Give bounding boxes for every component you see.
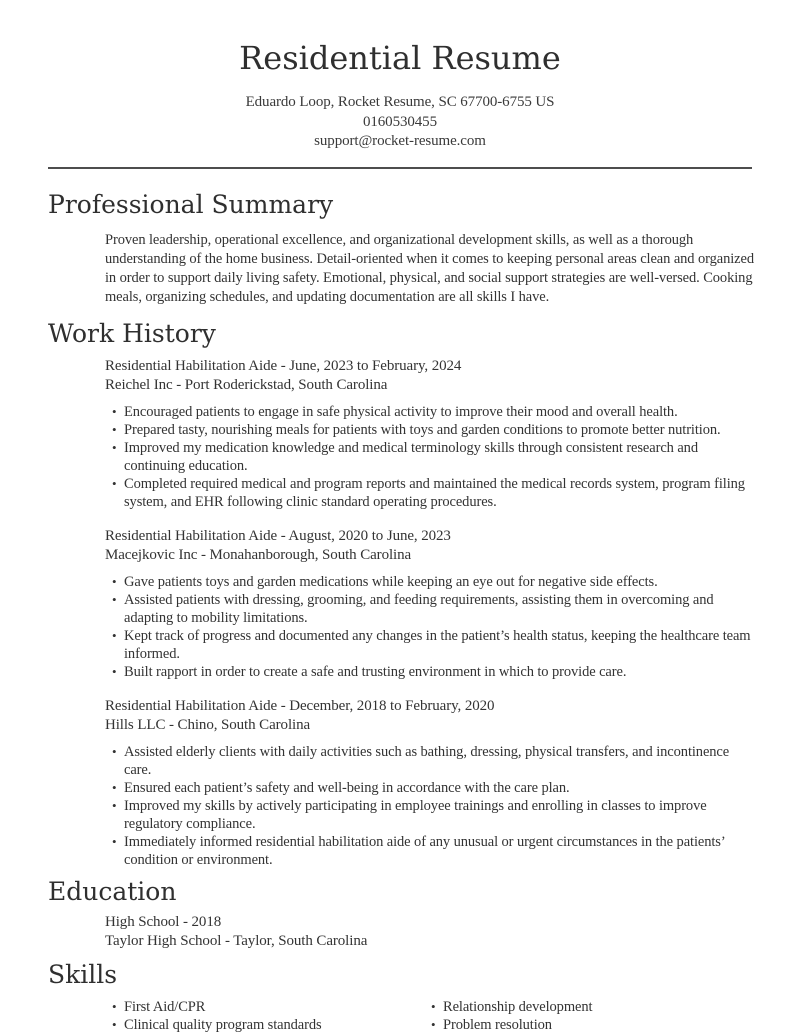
professional-summary-text: Proven leadership, operational excellence, and organizational development skills, as well as a thorough understanding of the home business. Detail-oriented when it comes to keeping personal areas clean and organized in order to support daily living safety. Emotional, physical, and social support strategies are well-versed. Cooking meals, organizing schedules, and updating documentation are all skills I have. xyxy=(105,231,754,305)
bullet-item: • Gave patients toys and garden medications while keeping an eye out for negative side effects. xyxy=(124,573,752,591)
bullet-item: • Improved my medication knowledge and medical terminology skills through consistent research and continuing education. xyxy=(124,439,752,475)
section-education xyxy=(48,877,752,952)
professional-summary-heading: Professional Summary xyxy=(48,189,334,219)
skill-item: • Clinical quality program standards xyxy=(124,1016,400,1034)
job-company-line: Hills LLC - Chino, South Carolina xyxy=(105,717,311,733)
bullet-item: • Completed required medical and program reports and maintained the medical records system, program filing system, and EHR following clinic standard operating procedures. xyxy=(124,475,752,511)
education-degree-line: High School - 2018 xyxy=(105,913,222,930)
job-title-line: Residential Habilitation Aide - December, 2018 to February, 2020 xyxy=(105,697,495,714)
section-professional-summary xyxy=(48,190,752,307)
skill-item: • Relationship development xyxy=(443,998,752,1016)
bullet-item: • Kept track of progress and documented any changes in the patient’s health status, keeping the healthcare team informed. xyxy=(124,627,752,663)
job-entry-1 xyxy=(48,357,752,511)
contact-email: support@rocket-resume.com xyxy=(314,133,486,149)
skill-item: • First Aid/CPR xyxy=(124,998,400,1016)
contact-phone: 0160530455 xyxy=(362,113,437,130)
skills-column-left xyxy=(48,998,400,1034)
job-title-line: Residential Habilitation Aide - June, 2023 to February, 2024 xyxy=(105,357,462,374)
education-entry xyxy=(105,913,752,952)
resume-title: Residential Resume xyxy=(239,39,561,77)
skills-list-right xyxy=(400,998,752,1034)
skills-columns xyxy=(48,998,752,1034)
skills-list-left xyxy=(48,998,400,1034)
job-entry-3 xyxy=(48,697,752,869)
resume-header xyxy=(48,36,752,152)
bullet-item: • Encouraged patients to engage in safe physical activity to improve their mood and overall health. xyxy=(124,403,752,421)
contact-block xyxy=(48,93,752,152)
bullet-item: • Ensured each patient’s safety and well-being in accordance with the care plan. xyxy=(124,779,752,797)
job-bullet-list xyxy=(48,743,752,869)
skills-column-right xyxy=(400,998,752,1034)
job-entry-2 xyxy=(48,527,752,681)
skill-item: • Problem resolution xyxy=(443,1016,752,1034)
header-divider xyxy=(48,167,752,169)
bullet-item: • Prepared tasty, nourishing meals for patients with toys and garden conditions to promote better nutrition. xyxy=(124,421,752,439)
section-skills xyxy=(48,960,752,1034)
bullet-item: • Immediately informed residential habilitation aide of any unusual or urgent circumstances in the patients’ condition or environment. xyxy=(124,833,752,869)
contact-address: Eduardo Loop, Rocket Resume, SC 67700-6755 US xyxy=(245,94,555,110)
section-work-history xyxy=(48,319,752,869)
bullet-item: • Built rapport in order to create a safe and trusting environment in which to provide care. xyxy=(124,663,752,681)
job-title-line: Residential Habilitation Aide - August, 2020 to June, 2023 xyxy=(105,527,451,544)
education-heading: Education xyxy=(48,876,177,906)
bullet-item: • Assisted elderly clients with daily activities such as bathing, dressing, physical transfers, and incontinence care. xyxy=(124,743,752,779)
job-company-line: Reichel Inc - Port Roderickstad, South Carolina xyxy=(105,377,388,393)
bullet-item: • Assisted patients with dressing, grooming, and feeding requirements, assisting them in overcoming and adapting to mobility limitations. xyxy=(124,591,752,627)
job-company-line: Macejkovic Inc - Monahanborough, South Carolina xyxy=(105,547,412,563)
work-history-heading: Work History xyxy=(48,318,216,348)
job-bullet-list xyxy=(48,403,752,511)
job-bullet-list xyxy=(48,573,752,681)
skills-heading: Skills xyxy=(48,959,118,989)
bullet-item: • Improved my skills by actively participating in employee trainings and enrolling in classes to improve regulatory compliance. xyxy=(124,797,752,833)
education-school-line: Taylor High School - Taylor, South Carolina xyxy=(105,933,368,949)
